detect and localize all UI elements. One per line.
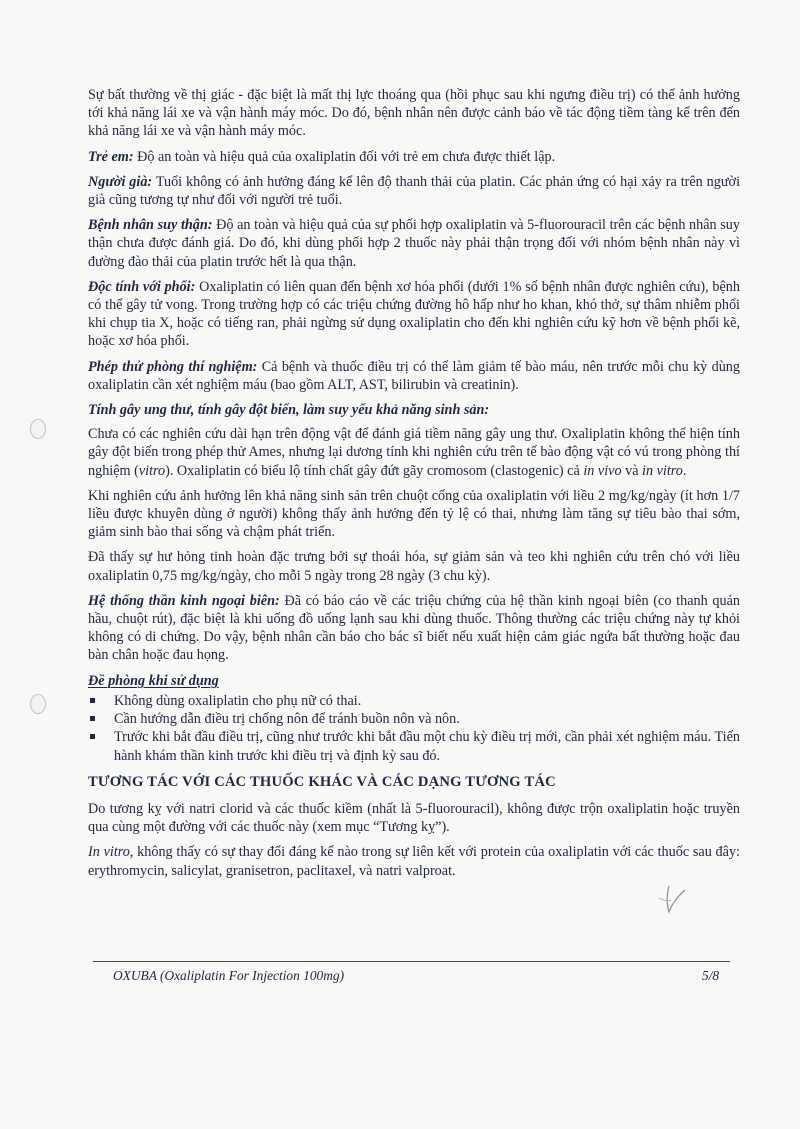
- peripheral-nerve-paragraph: [88, 592, 740, 665]
- renal-label: Bệnh nhân suy thận:: [88, 217, 213, 234]
- bullet-square-icon: [90, 716, 95, 721]
- list-item: [88, 710, 740, 728]
- in-vitro-text: , không thấy có sự thay đổi đáng kể nào trong sự liên kết với protein của oxaliplatin với các thuốc sau đây: erythromycin, salicylat, granisetron, paclitaxel, và natri valproat.: [88, 844, 740, 879]
- bullet-square-icon: [90, 734, 95, 739]
- footer-product-name: OXUBA (Oxaliplatin For Injection 100mg): [113, 968, 345, 983]
- children-text: Độ an toàn và hiệu quả của oxaliplatin đối với trẻ em chưa được thiết lập.: [133, 148, 556, 165]
- lung-toxicity-label: Độc tính với phổi:: [88, 278, 196, 295]
- lab-test-text: Cả bệnh và thuốc điều trị có thể làm giảm tế bào máu, nên trước mỗi chu kỳ dùng oxaliplatin cần xét nghiệm máu (bao gồm ALT, AST, bilirubin và creatinin).: [88, 358, 740, 393]
- interaction-section-title: TƯƠNG TÁC VỚI CÁC THUỐC KHÁC VÀ CÁC DẠNG TƯƠNG TÁC: [88, 773, 556, 790]
- carcinogenicity-text-a: Chưa có các nghiên cứu dài hạn trên động vật để đánh giá tiềm năng gây ung thư. Oxaliplatin không thể hiện tính gây đột biến trong phép thử Ames, nhưng lại dương tính khi nghiên cứu trên tế bào động vật có vú trong phòng thí nghiệm (: [88, 426, 740, 479]
- fertility-paragraph: Khi nghiên cứu ảnh hưởng lên khả năng sinh sản trên chuột cống của oxaliplatin với liều 2 mg/kg/ngày (ít hơn 1/7 liều được khuyên dùng ở người) không thấy ảnh hưởng đến tỷ lệ có thai, nhưng làm tăng sự tiêu bào thai sớm, giảm sinh bào thai sống và chậm phát triển.: [88, 487, 740, 541]
- lab-test-paragraph: [88, 358, 740, 394]
- precaution-item-text: Trước khi bắt đầu điều trị, cũng như trước khi bắt đầu một chu kỳ điều trị mới, cần phải xét nghiệm máu. Tiến hành khám thần kinh trước khi điều trị và định kỳ sau đó.: [114, 729, 740, 764]
- precaution-heading: Đề phòng khi sử dụng: [88, 672, 219, 689]
- footer-divider: [93, 961, 730, 962]
- testicular-damage-paragraph: Đã thấy sự hư hỏng tinh hoàn đặc trưng bởi sự thoái hóa, sự giảm sản và teo khi nghiên cứu trên chó với liều oxaliplatin 0,75 mg/kg/ngày, cho mỗi 5 ngày trong 28 ngày (3 chu kỳ).: [88, 549, 740, 584]
- in-vitro-paragraph: [88, 843, 740, 879]
- children-paragraph: [88, 148, 740, 166]
- in-vitro-term: in vitro: [642, 462, 683, 479]
- carcinogenicity-paragraph: [88, 425, 740, 480]
- renal-paragraph: [88, 216, 740, 271]
- elderly-label: Người già:: [88, 173, 153, 190]
- page-content: [88, 86, 740, 887]
- in-vitro-label: In vitro: [88, 844, 130, 861]
- precaution-list: [88, 692, 740, 765]
- carcinogenicity-text-d: .: [682, 462, 687, 479]
- peripheral-nerve-text: Đã có báo cáo về các triệu chứng của hệ thần kinh ngoại biên (co thanh quản hầu, chuột rút), đặc biệt là khi uống đồ uống lạnh sau khi dùng thuốc. Thông thường các triệu chứng này tự khỏi không có di chứng. Do vậy, bệnh nhân cần báo cho bác sĩ biết nếu xuất hiện cảm giác ngứa bất thường hoặc đau bàn chân hoặc đau họng.: [88, 592, 741, 664]
- footer-page-number: 5/8: [702, 968, 720, 983]
- vitro-term: vitro: [138, 462, 166, 479]
- precaution-item-text: Cần hướng dẫn điều trị chống nôn để tránh buồn nôn và nôn.: [114, 711, 460, 728]
- renal-text: Độ an toàn và hiệu quả của sự phối hợp oxaliplatin và 5-fluorouracil trên các bệnh nhân suy thận chưa được đánh giá. Do đó, khi dùng phối hợp 2 thuốc này phải thận trọng đối với nhóm bệnh nhân này vì đường đào thải của platin trước hết là qua thận.: [88, 217, 740, 270]
- visual-disturbance-paragraph: Sự bất thường về thị giác - đặc biệt là mất thị lực thoáng qua (hồi phục sau khi ngưng điều trị) có thể ảnh hưởng tới khả năng lái xe và vận hành máy móc. Do đó, bệnh nhân nên được cảnh báo về tác động tiềm tàng kể trên đến khả năng lái xe và vận hành máy móc.: [88, 87, 740, 140]
- children-label: Trẻ em:: [88, 148, 134, 165]
- lung-toxicity-paragraph: [88, 278, 740, 351]
- elderly-text: Tuổi không có ảnh hưởng đáng kể lên độ thanh thải của platin. Các phản ứng có hại xảy ra trên người già cũng tương tự như đối với người trẻ tuổi.: [88, 173, 741, 209]
- precaution-item-text: Không dùng oxaliplatin cho phụ nữ có thai.: [114, 692, 362, 709]
- carcinogenicity-text-b: ). Oxaliplatin có biểu lộ tính chất gây đứt gãy cromosom (clastogenic) cả: [165, 462, 584, 479]
- carcinogenicity-text-c: và: [621, 462, 643, 479]
- bullet-square-icon: [90, 698, 95, 703]
- peripheral-nerve-label: Hệ thống thần kinh ngoại biên:: [88, 592, 280, 609]
- handwritten-initial-mark: [645, 880, 695, 920]
- interaction-paragraph: Do tương kỵ với natri clorid và các thuốc kiềm (nhất là 5-fluorouracil), không được trộn oxaliplatin hoặc truyền qua cùng một đường với các thuốc này (xem mục “Tương kỵ”).: [88, 800, 740, 836]
- elderly-paragraph: [88, 173, 740, 209]
- carcinogenicity-heading: Tính gây ung thư, tính gây đột biến, làm suy yếu khả năng sinh sản:: [88, 402, 490, 419]
- in-vivo-term: in vivo: [583, 462, 622, 479]
- punch-hole-mark: [30, 419, 46, 439]
- list-item: [88, 692, 740, 710]
- lung-toxicity-text: Oxaliplatin có liên quan đến bệnh xơ hóa phổi (dưới 1% số bệnh nhân được nghiên cứu), bệnh có thể gây tử vong. Trong trường hợp có các triệu chứng đường hô hấp như ho khan, khó thở, sự thâm nhiễm phổi khi chụp tia X, hoặc có tiếng ran, phải ngừng sử dụng oxaliplatin cho đến khi nghiên cứu kỹ hơn về bệnh phổi kẽ, hoặc xơ hóa phổi.: [88, 278, 740, 350]
- punch-hole-mark: [30, 694, 46, 714]
- list-item: [88, 728, 740, 764]
- lab-test-label: Phép thử phòng thí nghiệm:: [88, 358, 258, 375]
